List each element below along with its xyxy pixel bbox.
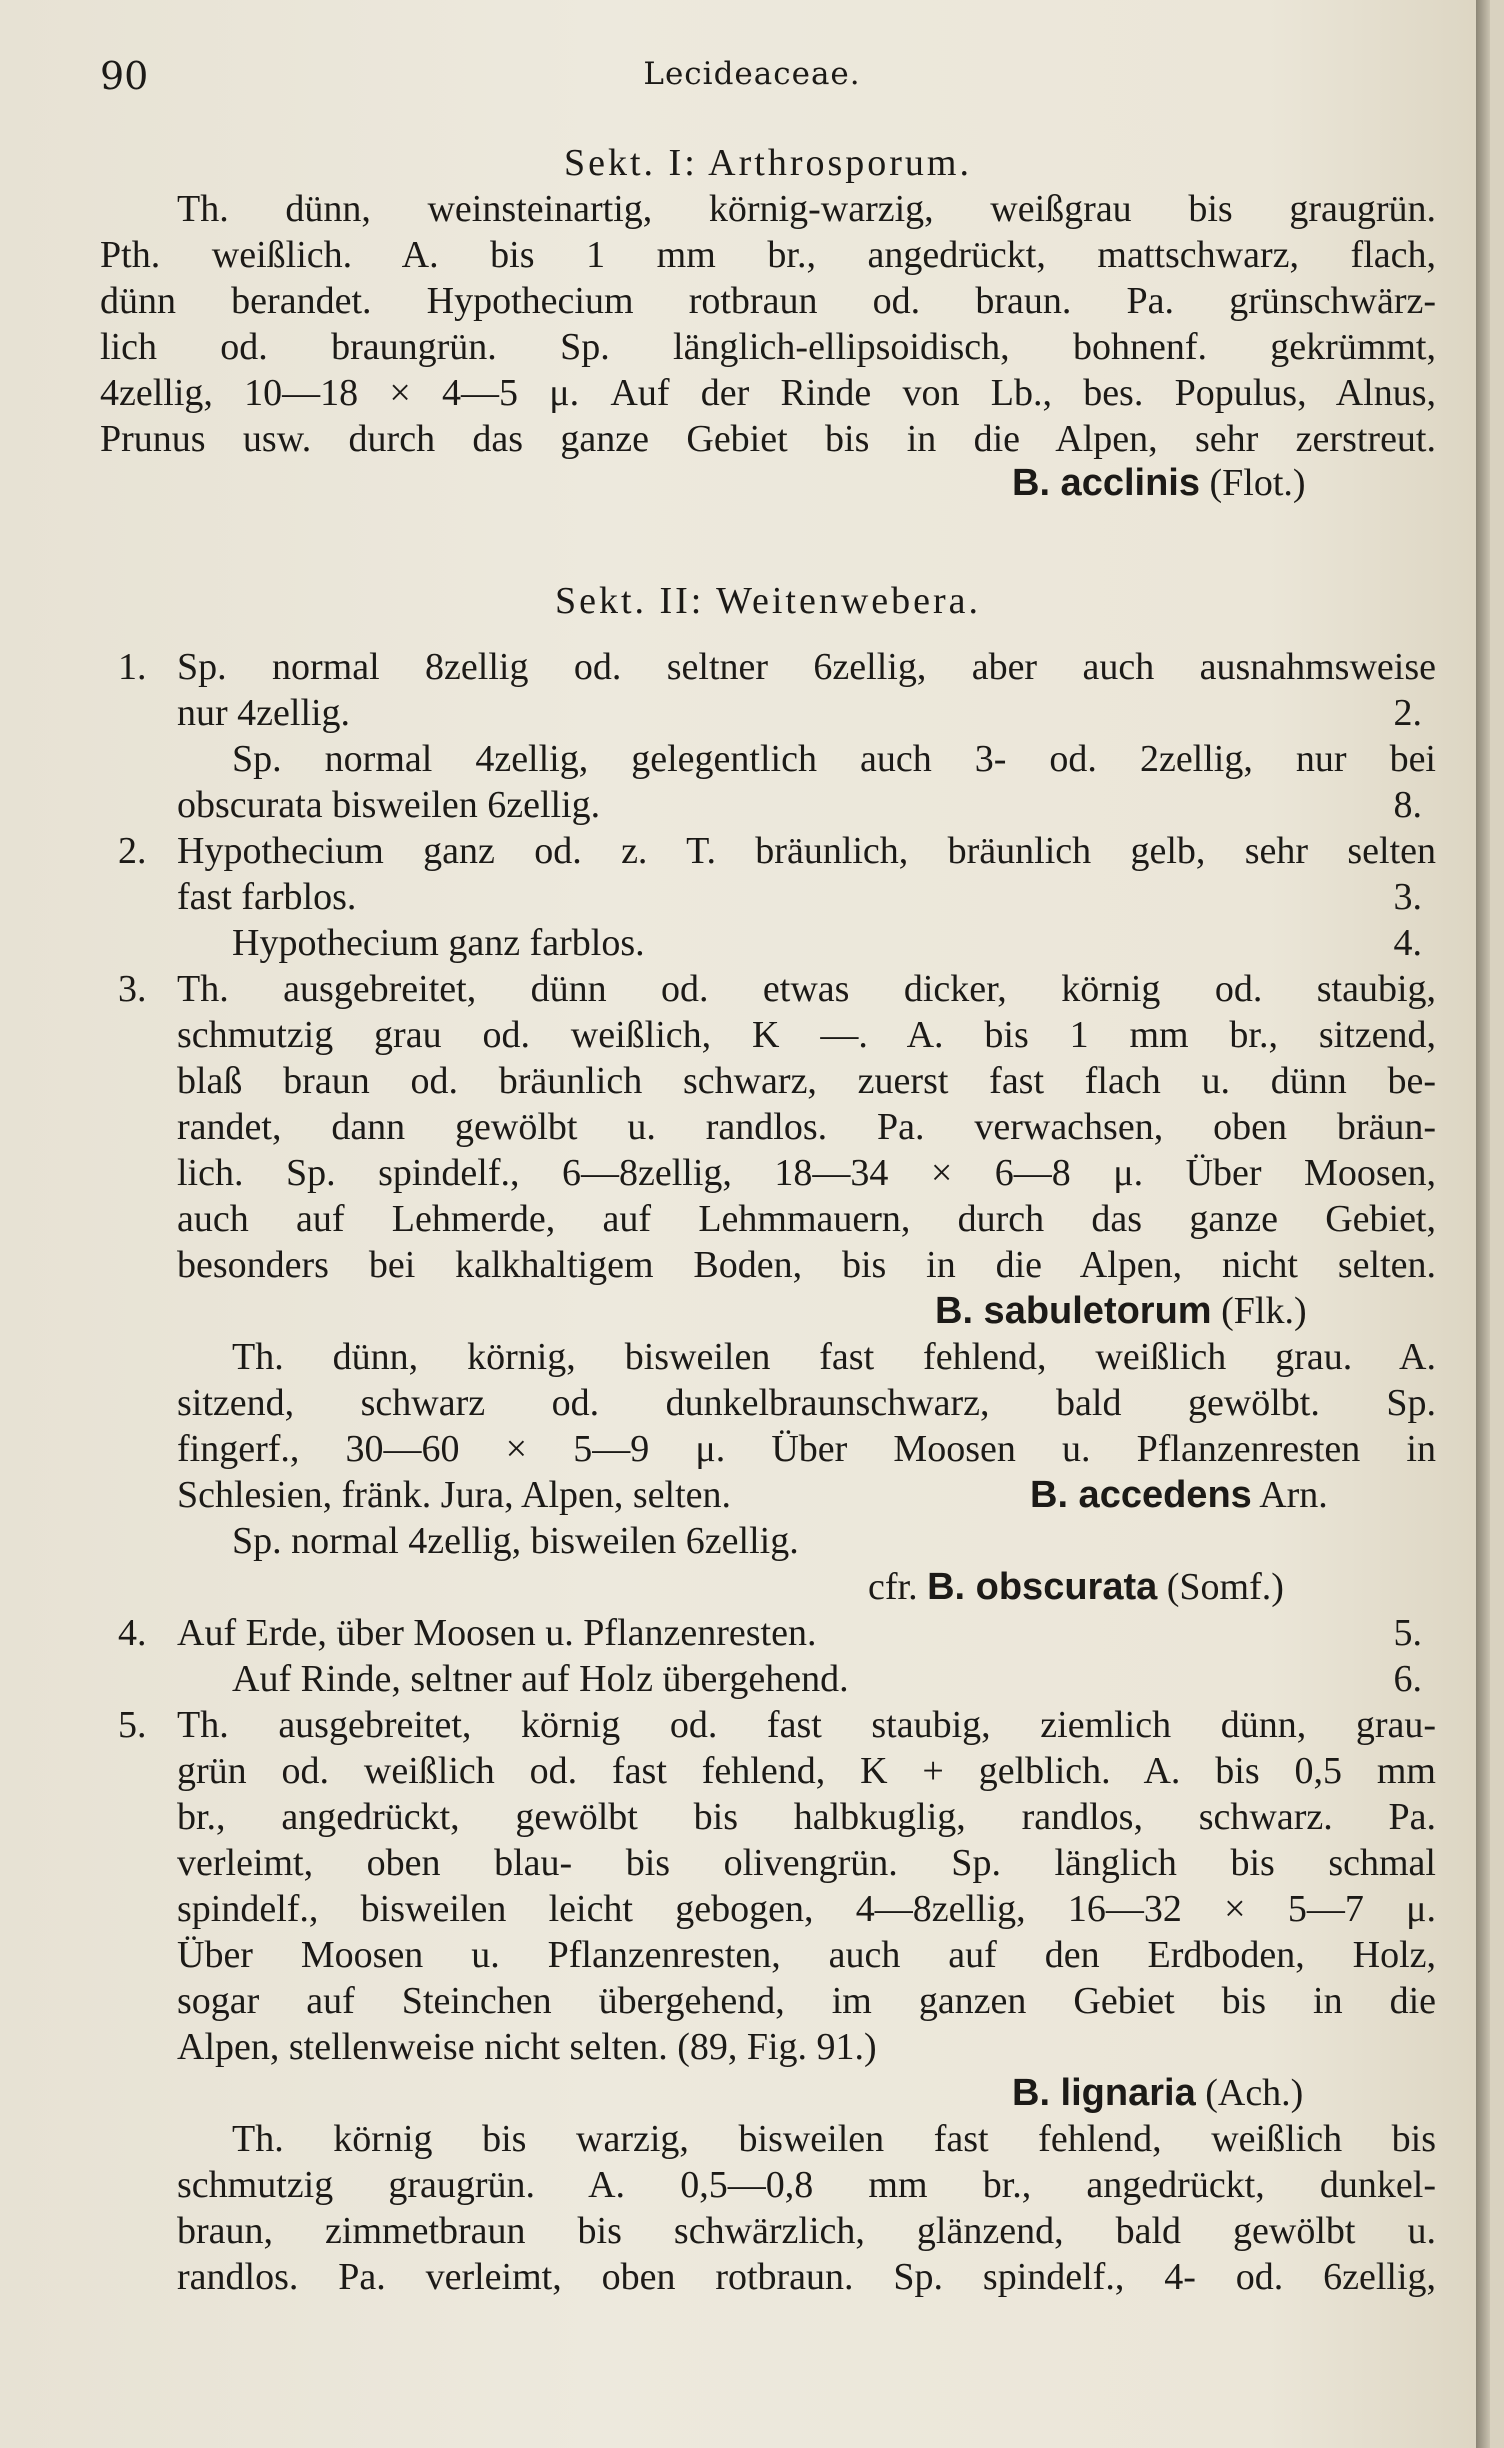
species-author: (Flot.) — [1209, 462, 1306, 504]
species-name: B. accedens — [1030, 1474, 1252, 1516]
species-entry — [1012, 2070, 1303, 2116]
key-reference: 8. — [1393, 784, 1422, 826]
key-line: Alpen, stellenweise nicht selten. (89, Fig. 91.) — [177, 2026, 877, 2068]
key-line: verleimt, oben blau- bis olivengrün. Sp. länglich bis schmal — [177, 1842, 1436, 1884]
key-line: nur 4zellig. — [177, 692, 351, 734]
text-line: dünn berandet. Hypothecium rotbraun od. braun. Pa. grünschwärz- — [100, 280, 1436, 322]
key-line: schmutzig grau od. weißlich, K —. A. bis 1 mm br., sitzend, — [177, 1014, 1436, 1056]
text-line: 4zellig, 10—18 × 4—5 μ. Auf der Rinde von Lb., bes. Populus, Alnus, — [100, 372, 1436, 414]
key-line: Sp. normal 4zellig, bisweilen 6zellig. — [232, 1520, 799, 1562]
key-reference: 6. — [1393, 1658, 1422, 1700]
species-name: B. acclinis — [1012, 462, 1200, 504]
species-entry — [868, 1564, 1284, 1610]
key-number: 3. — [118, 968, 147, 1010]
species-entry — [1030, 1472, 1328, 1518]
key-line: fingerf., 30—60 × 5—9 μ. Über Moosen u. Pflanzenresten in — [177, 1428, 1436, 1470]
species-name: B. sabuletorum — [935, 1290, 1212, 1332]
key-line: Auf Rinde, seltner auf Holz übergehend. — [232, 1658, 849, 1700]
page-edge — [1476, 0, 1490, 2448]
key-line: lich. Sp. spindelf., 6—8zellig, 18—34 × 6—8 μ. Über Moosen, — [177, 1152, 1436, 1194]
key-line: Th. dünn, körnig, bisweilen fast fehlend, weißlich grau. A. — [232, 1336, 1436, 1378]
key-line: Über Moosen u. Pflanzenresten, auch auf den Erdboden, Holz, — [177, 1934, 1436, 1976]
section-heading-2: Sekt. II: Weitenwebera. — [554, 580, 982, 622]
key-reference: 3. — [1393, 876, 1422, 918]
key-line: braun, zimmetbraun bis schwärzlich, glänzend, bald gewölbt u. — [177, 2210, 1436, 2252]
key-line: randlos. Pa. verleimt, oben rotbraun. Sp. spindelf., 4- od. 6zellig, — [177, 2256, 1436, 2298]
key-line: Schlesien, fränk. Jura, Alpen, selten. — [177, 1474, 732, 1516]
running-head: Lecideaceae. — [643, 56, 861, 92]
key-line: Hypothecium ganz farblos. — [232, 922, 645, 964]
key-line: Th. körnig bis warzig, bisweilen fast fehlend, weißlich bis — [232, 2118, 1436, 2160]
key-line: Th. ausgebreitet, körnig od. fast staubig, ziemlich dünn, grau- — [177, 1704, 1436, 1746]
key-number: 2. — [118, 830, 147, 872]
key-reference: 5. — [1393, 1612, 1422, 1654]
key-line: Auf Erde, über Moosen u. Pflanzenresten. — [177, 1612, 817, 1654]
species-author: (Ach.) — [1205, 2072, 1304, 2114]
species-entry — [1012, 460, 1306, 506]
page-number: 90 — [100, 54, 149, 98]
species-author: Arn. — [1259, 1474, 1328, 1516]
key-line: br., angedrückt, gewölbt bis halbkuglig, randlos, schwarz. Pa. — [177, 1796, 1436, 1838]
key-line: sitzend, schwarz od. dunkelbraunschwarz, bald gewölbt. Sp. — [177, 1382, 1436, 1424]
species-entry — [935, 1288, 1307, 1334]
key-line: blaß braun od. bräunlich schwarz, zuerst fast flach u. dünn be- — [177, 1060, 1436, 1102]
key-line: auch auf Lehmerde, auf Lehmmauern, durch das ganze Gebiet, — [177, 1198, 1436, 1240]
species-author: (Flk.) — [1221, 1290, 1307, 1332]
key-number: 5. — [118, 1704, 147, 1746]
key-line: Hypothecium ganz od. z. T. bräunlich, bräunlich gelb, sehr selten — [177, 830, 1436, 872]
key-line: grün od. weißlich od. fast fehlend, K + gelblich. A. bis 0,5 mm — [177, 1750, 1436, 1792]
key-number: 4. — [118, 1612, 147, 1654]
key-line: besonders bei kalkhaltigem Boden, bis in die Alpen, nicht selten. — [177, 1244, 1436, 1286]
key-line: Sp. normal 8zellig od. seltner 6zellig, aber auch ausnahmsweise — [177, 646, 1436, 688]
text-line: Prunus usw. durch das ganze Gebiet bis in die Alpen, sehr zerstreut. — [100, 418, 1436, 460]
key-line: Th. ausgebreitet, dünn od. etwas dicker, körnig od. staubig, — [177, 968, 1436, 1010]
text-line: lich od. braungrün. Sp. länglich-ellipsoidisch, bohnenf. gekrümmt, — [100, 326, 1436, 368]
species-author: (Somf.) — [1166, 1566, 1284, 1608]
text-line: Pth. weißlich. A. bis 1 mm br., angedrückt, mattschwarz, flach, — [100, 234, 1436, 276]
key-reference: 2. — [1393, 692, 1422, 734]
key-line: fast farblos. — [177, 876, 357, 918]
key-line: obscurata bisweilen 6zellig. — [177, 784, 601, 826]
species-name: B. lignaria — [1012, 2072, 1196, 2114]
text-line: Th. dünn, weinsteinartig, körnig-warzig, weißgrau bis graugrün. — [177, 188, 1436, 230]
key-line: Sp. normal 4zellig, gelegentlich auch 3- od. 2zellig, nur bei — [232, 738, 1436, 780]
key-line: randet, dann gewölbt u. randlos. Pa. verwachsen, oben bräun- — [177, 1106, 1436, 1148]
species-name: B. obscurata — [927, 1566, 1158, 1608]
key-number: 1. — [118, 646, 147, 688]
key-line: schmutzig graugrün. A. 0,5—0,8 mm br., angedrückt, dunkel- — [177, 2164, 1436, 2206]
section-heading-1: Sekt. I: Arthrosporum. — [564, 142, 972, 184]
key-line: spindelf., bisweilen leicht gebogen, 4—8zellig, 16—32 × 5—7 μ. — [177, 1888, 1436, 1930]
species-prefix: cfr. — [868, 1566, 918, 1608]
key-reference: 4. — [1393, 922, 1422, 964]
key-line: sogar auf Steinchen übergehend, im ganzen Gebiet bis in die — [177, 1980, 1436, 2022]
